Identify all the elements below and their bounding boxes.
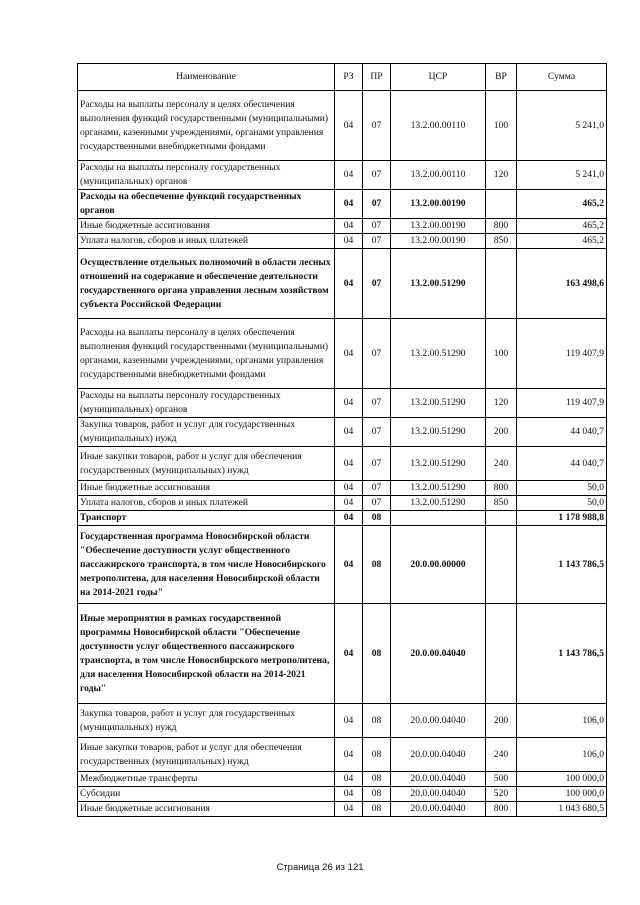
cell-sum: 5 241,0 xyxy=(517,161,607,190)
budget-table xyxy=(77,63,607,817)
cell-sum: 5 241,0 xyxy=(517,91,607,161)
cell-csr: 20.0.00.04040 xyxy=(391,704,486,738)
cell-sum: 50,0 xyxy=(517,481,607,496)
cell-sum: 100 000,0 xyxy=(517,787,607,802)
cell-sum: 100 000,0 xyxy=(517,772,607,787)
table-row xyxy=(78,190,607,219)
table-row xyxy=(78,234,607,249)
cell-name: Государственная программа Новосибирской области "Обеспечение доступности услуг общественного пассажирского транспорта, в том числе Новосибирского метрополитена, для населения Новосибирской области на 2014-2021 годы" xyxy=(78,526,335,604)
cell-name: Уплата налогов, сборов и иных платежей xyxy=(78,234,335,249)
table-row xyxy=(78,481,607,496)
cell-name: Транспорт xyxy=(78,511,335,526)
cell-csr: 13.2.00.51290 xyxy=(391,481,486,496)
cell-pr: 08 xyxy=(363,738,391,772)
cell-csr xyxy=(391,511,486,526)
cell-csr: 20.0.00.00000 xyxy=(391,526,486,604)
cell-rz: 04 xyxy=(335,249,363,319)
cell-pr: 08 xyxy=(363,526,391,604)
cell-rz: 04 xyxy=(335,161,363,190)
cell-pr: 07 xyxy=(363,496,391,511)
cell-vr: 850 xyxy=(486,496,517,511)
cell-csr: 13.2.00.51290 xyxy=(391,418,486,447)
table-row xyxy=(78,389,607,418)
cell-vr xyxy=(486,511,517,526)
cell-rz: 04 xyxy=(335,91,363,161)
cell-pr: 07 xyxy=(363,161,391,190)
cell-csr: 13.2.00.51290 xyxy=(391,496,486,511)
cell-name: Расходы на выплаты персоналу государственных (муниципальных) органов xyxy=(78,161,335,190)
cell-csr: 20.0.00.04040 xyxy=(391,738,486,772)
table-row xyxy=(78,91,607,161)
table-row xyxy=(78,772,607,787)
cell-rz: 04 xyxy=(335,802,363,817)
table-row xyxy=(78,802,607,817)
table-row xyxy=(78,219,607,234)
cell-pr: 07 xyxy=(363,190,391,219)
header-rz: РЗ xyxy=(335,64,363,91)
cell-sum: 106,0 xyxy=(517,738,607,772)
table-row xyxy=(78,787,607,802)
cell-vr: 100 xyxy=(486,91,517,161)
cell-vr: 500 xyxy=(486,772,517,787)
cell-rz: 04 xyxy=(335,190,363,219)
cell-pr: 07 xyxy=(363,447,391,481)
cell-pr: 07 xyxy=(363,234,391,249)
table-row xyxy=(78,604,607,704)
table-row xyxy=(78,496,607,511)
cell-sum: 119 407,9 xyxy=(517,319,607,389)
cell-csr: 13.2.00.51290 xyxy=(391,319,486,389)
cell-name: Закупка товаров, работ и услуг для государственных (муниципальных) нужд xyxy=(78,418,335,447)
cell-pr: 07 xyxy=(363,418,391,447)
table-row xyxy=(78,704,607,738)
cell-pr: 07 xyxy=(363,389,391,418)
cell-sum: 50,0 xyxy=(517,496,607,511)
cell-pr: 08 xyxy=(363,704,391,738)
cell-vr: 520 xyxy=(486,787,517,802)
table-row xyxy=(78,447,607,481)
table-row xyxy=(78,738,607,772)
cell-csr: 20.0.00.04040 xyxy=(391,802,486,817)
table-row xyxy=(78,511,607,526)
cell-rz: 04 xyxy=(335,787,363,802)
cell-name: Иные бюджетные ассигнования xyxy=(78,481,335,496)
cell-sum: 1 043 680,5 xyxy=(517,802,607,817)
cell-vr: 800 xyxy=(486,219,517,234)
cell-rz: 04 xyxy=(335,389,363,418)
cell-pr: 07 xyxy=(363,319,391,389)
cell-name: Уплата налогов, сборов и иных платежей xyxy=(78,496,335,511)
cell-vr: 120 xyxy=(486,389,517,418)
cell-name: Иные закупки товаров, работ и услуг для обеспечения государственных (муниципальных) нужд xyxy=(78,447,335,481)
cell-rz: 04 xyxy=(335,234,363,249)
cell-vr: 100 xyxy=(486,319,517,389)
cell-csr: 13.2.00.00190 xyxy=(391,219,486,234)
cell-name: Иные бюджетные ассигнования xyxy=(78,802,335,817)
cell-name: Осуществление отдельных полномочий в области лесных отношений на содержание и обеспечение деятельности государственного органа управления лесным хозяйством субъекта Российской Федерации xyxy=(78,249,335,319)
cell-pr: 08 xyxy=(363,772,391,787)
cell-rz: 04 xyxy=(335,511,363,526)
cell-vr: 850 xyxy=(486,234,517,249)
cell-sum: 1 143 786,5 xyxy=(517,526,607,604)
table-row xyxy=(78,319,607,389)
cell-name: Расходы на выплаты персоналу в целях обеспечения выполнения функций государственными (муниципальными) органами, казенными учреждениями, органами управления государственными внебюджетными фондами xyxy=(78,91,335,161)
cell-name: Иные мероприятия в рамках государственной программы Новосибирской области "Обеспечение доступности услуг общественного пассажирского транспорта, в том числе Новосибирского метрополитена, для населения Новосибирской области на 2014-2021 годы" xyxy=(78,604,335,704)
table-row xyxy=(78,418,607,447)
cell-rz: 04 xyxy=(335,496,363,511)
cell-sum: 44 040,7 xyxy=(517,418,607,447)
cell-csr: 13.2.00.00110 xyxy=(391,161,486,190)
cell-vr xyxy=(486,190,517,219)
cell-vr: 240 xyxy=(486,738,517,772)
page-number: Страница 26 из 121 xyxy=(276,862,364,873)
cell-csr: 20.0.00.04040 xyxy=(391,604,486,704)
cell-name: Иные бюджетные ассигнования xyxy=(78,219,335,234)
cell-sum: 465,2 xyxy=(517,190,607,219)
cell-rz: 04 xyxy=(335,447,363,481)
cell-rz: 04 xyxy=(335,319,363,389)
cell-vr: 800 xyxy=(486,802,517,817)
cell-rz: 04 xyxy=(335,704,363,738)
cell-sum: 119 407,9 xyxy=(517,389,607,418)
cell-csr: 13.2.00.00190 xyxy=(391,190,486,219)
cell-vr: 240 xyxy=(486,447,517,481)
cell-csr: 20.0.00.04040 xyxy=(391,787,486,802)
cell-name: Субсидии xyxy=(78,787,335,802)
cell-sum: 465,2 xyxy=(517,219,607,234)
cell-name: Расходы на обеспечение функций государственных органов xyxy=(78,190,335,219)
cell-csr: 13.2.00.00110 xyxy=(391,91,486,161)
cell-name: Расходы на выплаты персоналу государственных (муниципальных) органов xyxy=(78,389,335,418)
cell-csr: 13.2.00.00190 xyxy=(391,234,486,249)
cell-sum: 163 498,6 xyxy=(517,249,607,319)
cell-name: Расходы на выплаты персоналу в целях обеспечения выполнения функций государственными (муниципальными) органами, казенными учреждениями, органами управления государственными внебюджетными фондами xyxy=(78,319,335,389)
cell-rz: 04 xyxy=(335,481,363,496)
header-pr: ПР xyxy=(363,64,391,91)
cell-pr: 08 xyxy=(363,511,391,526)
cell-pr: 08 xyxy=(363,787,391,802)
table-row xyxy=(78,161,607,190)
header-csr: ЦСР xyxy=(391,64,486,91)
cell-pr: 07 xyxy=(363,91,391,161)
cell-rz: 04 xyxy=(335,418,363,447)
cell-vr xyxy=(486,526,517,604)
cell-pr: 07 xyxy=(363,219,391,234)
cell-rz: 04 xyxy=(335,604,363,704)
cell-rz: 04 xyxy=(335,526,363,604)
cell-vr: 200 xyxy=(486,418,517,447)
cell-vr: 800 xyxy=(486,481,517,496)
cell-pr: 07 xyxy=(363,249,391,319)
cell-pr: 08 xyxy=(363,802,391,817)
cell-vr: 200 xyxy=(486,704,517,738)
cell-rz: 04 xyxy=(335,772,363,787)
cell-pr: 08 xyxy=(363,604,391,704)
cell-rz: 04 xyxy=(335,738,363,772)
cell-sum: 465,2 xyxy=(517,234,607,249)
cell-rz: 04 xyxy=(335,219,363,234)
cell-sum: 44 040,7 xyxy=(517,447,607,481)
cell-csr: 13.2.00.51290 xyxy=(391,389,486,418)
cell-vr xyxy=(486,604,517,704)
table-row xyxy=(78,249,607,319)
cell-csr: 20.0.00.04040 xyxy=(391,772,486,787)
table-header-row xyxy=(78,64,607,91)
cell-sum: 106,0 xyxy=(517,704,607,738)
cell-name: Закупка товаров, работ и услуг для государственных (муниципальных) нужд xyxy=(78,704,335,738)
cell-csr: 13.2.00.51290 xyxy=(391,249,486,319)
cell-name: Межбюджетные трансферты xyxy=(78,772,335,787)
cell-vr: 120 xyxy=(486,161,517,190)
cell-pr: 07 xyxy=(363,481,391,496)
cell-vr xyxy=(486,249,517,319)
cell-sum: 1 178 988,8 xyxy=(517,511,607,526)
cell-sum: 1 143 786,5 xyxy=(517,604,607,704)
cell-csr: 13.2.00.51290 xyxy=(391,447,486,481)
header-vr: ВР xyxy=(486,64,517,91)
cell-name: Иные закупки товаров, работ и услуг для обеспечения государственных (муниципальных) нужд xyxy=(78,738,335,772)
header-name: Наименование xyxy=(78,64,335,91)
table-row xyxy=(78,526,607,604)
header-sum: Сумма xyxy=(517,64,607,91)
